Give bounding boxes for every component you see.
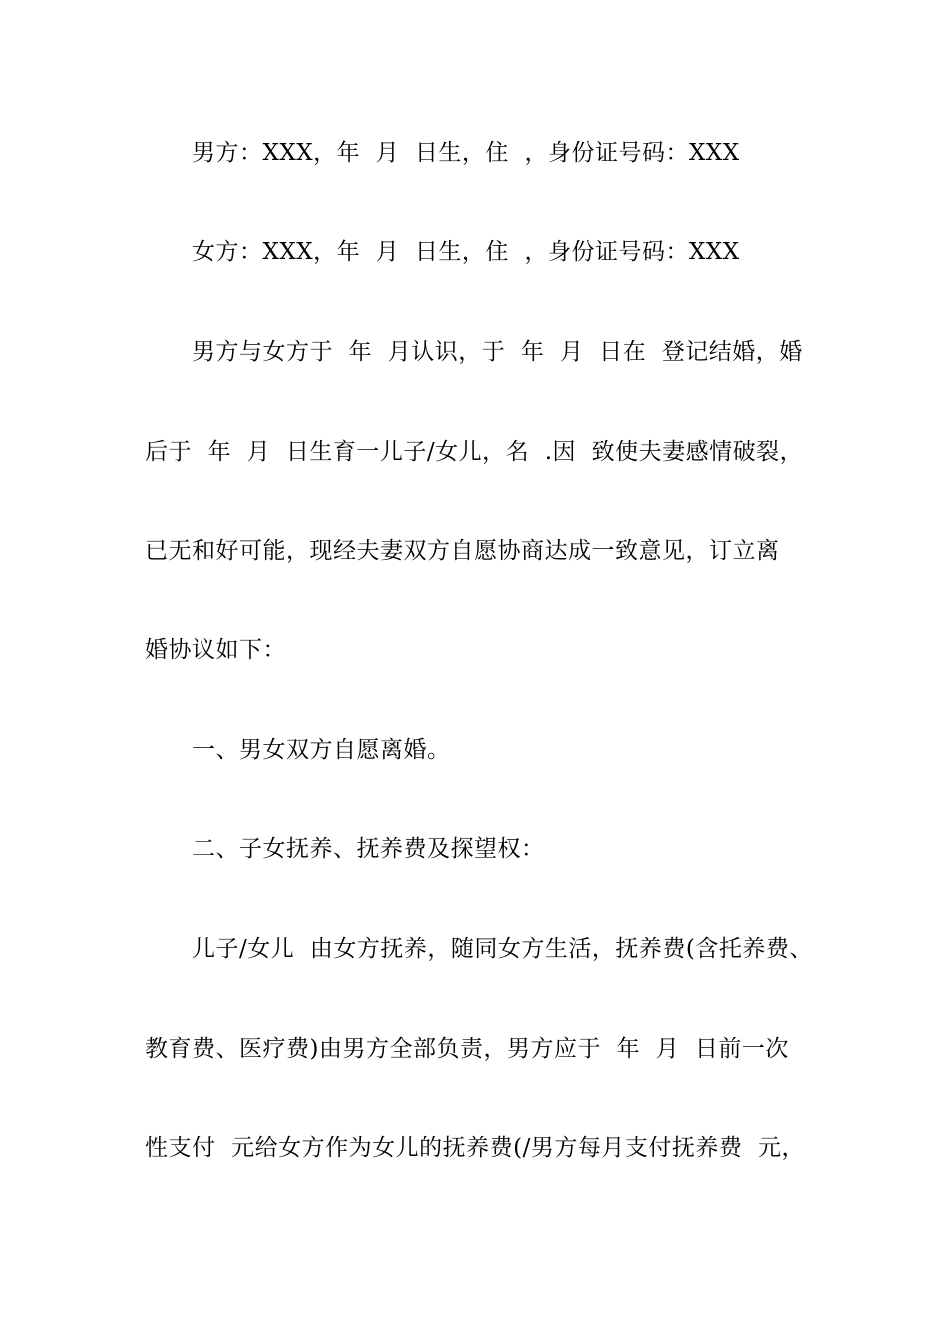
paragraph-line: 婚协议如下： [145,637,286,663]
paragraph-line: 教育费、医疗费)由男方全部负责，男方应于 年 月 日前一次 [145,1036,789,1062]
paragraph-line: 性支付 元给女方作为女儿的抚养费(/男方每月支付抚养费 元， [145,1135,805,1161]
male-party-line: 男方：XXX，年 月 日生，住 ，身份证号码：XXX [192,140,740,166]
paragraph-line: 后于 年 月 日生育一儿子/女儿，名 .因 致使夫妻感情破裂， [145,439,804,465]
paragraph-line: 男方与女方于 年 月认识，于 年 月 日在 登记结婚，婚 [192,339,803,365]
clause-one: 一、男女双方自愿离婚。 [192,737,451,763]
female-party-line: 女方：XXX，年 月 日生，住 ，身份证号码：XXX [192,239,740,265]
paragraph-line: 已无和好可能，现经夫妻双方自愿协商达成一致意见，订立离 [145,538,780,564]
clause-two-heading: 二、子女抚养、抚养费及探望权： [192,836,545,862]
paragraph-line: 儿子/女儿 由女方抚养，随同女方生活，抚养费(含托养费、 [192,936,813,962]
